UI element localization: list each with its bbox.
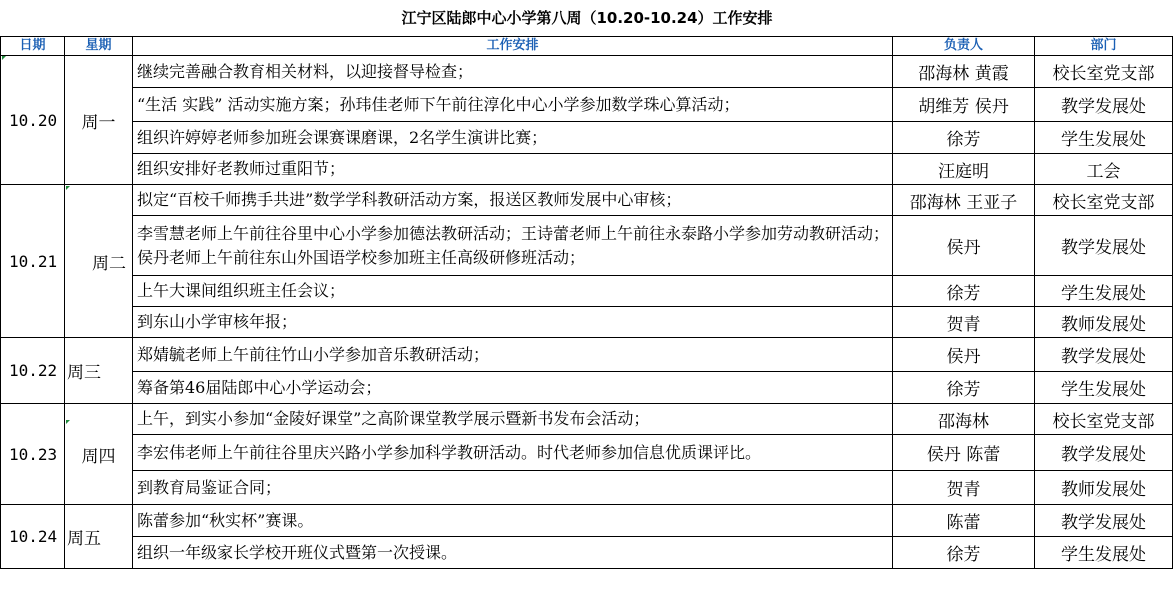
table-row <box>1 122 1173 154</box>
task-cell[interactable]: 组织许婷婷老师参加班会课赛课磨课，2名学生演讲比赛； <box>133 122 893 154</box>
person-cell[interactable]: 汪庭明 <box>893 154 1035 185</box>
table-row <box>1 435 1173 471</box>
table-row <box>1 471 1173 505</box>
person-cell[interactable]: 徐芳 <box>893 372 1035 404</box>
table-row <box>1 338 1173 372</box>
cell-marker-triangle <box>66 186 70 190</box>
date-cell[interactable]: 10.24 <box>1 505 65 569</box>
weekday-cell[interactable]: 周三 <box>65 338 133 404</box>
task-cell[interactable]: 上午大课间组织班主任会议； <box>133 276 893 307</box>
person-cell[interactable]: 侯丹 <box>893 216 1035 276</box>
cell-marker-triangle <box>66 420 70 424</box>
table-row <box>1 404 1173 435</box>
task-cell[interactable]: 李雪慧老师上午前往谷里中心小学参加德法教研活动；王诗蕾老师上午前往永泰路小学参加劳动教研活动；侯丹老师上午前往东山外国语学校参加班主任高级研修班活动； <box>133 216 893 276</box>
task-cell[interactable]: 组织一年级家长学校开班仪式暨第一次授课。 <box>133 537 893 569</box>
table-row <box>1 154 1173 185</box>
dept-cell[interactable]: 教师发展处 <box>1035 307 1173 338</box>
person-cell[interactable]: 徐芳 <box>893 537 1035 569</box>
dept-cell[interactable]: 教学发展处 <box>1035 435 1173 471</box>
person-cell[interactable]: 邵海林 黄霞 <box>893 56 1035 88</box>
dept-cell[interactable]: 教学发展处 <box>1035 216 1173 276</box>
date-cell[interactable]: 10.21 <box>1 185 65 338</box>
weekday-cell[interactable]: 周五 <box>65 505 133 569</box>
header-task[interactable]: 工作安排 <box>133 37 893 56</box>
task-cell[interactable]: 郑婧毓老师上午前往竹山小学参加音乐教研活动； <box>133 338 893 372</box>
person-cell[interactable]: 徐芳 <box>893 276 1035 307</box>
table-row <box>1 505 1173 537</box>
person-cell[interactable]: 邵海林 <box>893 404 1035 435</box>
schedule-table <box>0 36 1173 569</box>
weekday-cell[interactable]: 周二 <box>65 185 133 338</box>
person-cell[interactable]: 侯丹 陈蕾 <box>893 435 1035 471</box>
date-cell[interactable]: 10.22 <box>1 338 65 404</box>
person-cell[interactable]: 贺青 <box>893 307 1035 338</box>
task-cell[interactable]: 组织安排好老教师过重阳节； <box>133 154 893 185</box>
dept-cell[interactable]: 教学发展处 <box>1035 505 1173 537</box>
task-cell[interactable]: 拟定“百校千师携手共进”数学学科教研活动方案，报送区教师发展中心审核； <box>133 185 893 216</box>
table-row <box>1 185 1173 216</box>
sheet-title: 江宁区陆郎中心小学第八周（10.20-10.24）工作安排 <box>401 9 773 27</box>
table-row <box>1 56 1173 88</box>
header-row <box>1 37 1173 56</box>
table-row <box>1 216 1173 276</box>
person-cell[interactable]: 徐芳 <box>893 122 1035 154</box>
cell-marker-triangle <box>2 56 6 60</box>
date-cell[interactable]: 10.20 <box>1 56 65 185</box>
task-cell[interactable]: 李宏伟老师上午前往谷里庆兴路小学参加科学教研活动。时代老师参加信息优质课评比。 <box>133 435 893 471</box>
header-dept[interactable]: 部门 <box>1035 37 1173 56</box>
person-cell[interactable]: 贺青 <box>893 471 1035 505</box>
header-person[interactable]: 负责人 <box>893 37 1035 56</box>
task-cell[interactable]: 到教育局鉴证合同； <box>133 471 893 505</box>
weekday-cell[interactable]: 周一 <box>65 56 133 185</box>
dept-cell[interactable]: 学生发展处 <box>1035 372 1173 404</box>
dept-cell[interactable]: 教学发展处 <box>1035 88 1173 122</box>
task-cell[interactable]: 到东山小学审核年报； <box>133 307 893 338</box>
task-cell[interactable]: 陈蕾参加“秋实杯”赛课。 <box>133 505 893 537</box>
table-row <box>1 276 1173 307</box>
person-cell[interactable]: 侯丹 <box>893 338 1035 372</box>
table-row <box>1 88 1173 122</box>
task-cell[interactable]: 上午，到实小参加“金陵好课堂”之高阶课堂教学展示暨新书发布会活动； <box>133 404 893 435</box>
weekday-cell[interactable]: 周四 <box>65 404 133 505</box>
table-row <box>1 372 1173 404</box>
header-weekday[interactable]: 星期 <box>65 37 133 56</box>
dept-cell[interactable]: 教学发展处 <box>1035 338 1173 372</box>
dept-cell[interactable]: 教师发展处 <box>1035 471 1173 505</box>
task-cell[interactable]: 继续完善融合教育相关材料，以迎接督导检查； <box>133 56 893 88</box>
dept-cell[interactable]: 学生发展处 <box>1035 276 1173 307</box>
task-cell[interactable]: “生活 实践” 活动实施方案；孙玮佳老师下午前往淳化中心小学参加数学珠心算活动； <box>133 88 893 122</box>
person-cell[interactable]: 邵海林 王亚子 <box>893 185 1035 216</box>
dept-cell[interactable]: 校长室党支部 <box>1035 404 1173 435</box>
date-cell[interactable]: 10.23 <box>1 404 65 505</box>
person-cell[interactable]: 陈蕾 <box>893 505 1035 537</box>
dept-cell[interactable]: 工会 <box>1035 154 1173 185</box>
table-row <box>1 307 1173 338</box>
dept-cell[interactable]: 校长室党支部 <box>1035 56 1173 88</box>
header-date[interactable]: 日期 <box>1 37 65 56</box>
dept-cell[interactable]: 校长室党支部 <box>1035 185 1173 216</box>
person-cell[interactable]: 胡维芳 侯丹 <box>893 88 1035 122</box>
task-cell[interactable]: 筹备第46届陆郎中心小学运动会； <box>133 372 893 404</box>
table-row <box>1 537 1173 569</box>
dept-cell[interactable]: 学生发展处 <box>1035 122 1173 154</box>
dept-cell[interactable]: 学生发展处 <box>1035 537 1173 569</box>
